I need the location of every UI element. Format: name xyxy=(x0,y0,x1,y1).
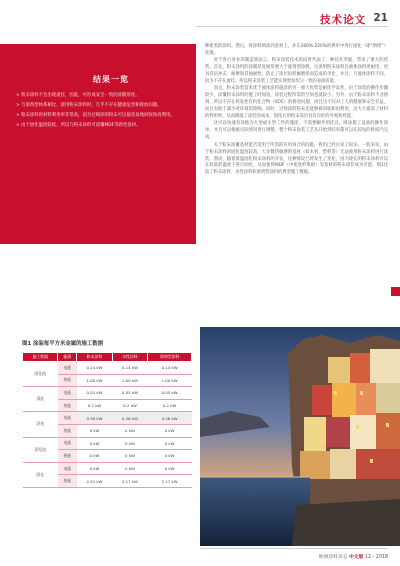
footer-magazine: 欧洲涂料杂志 xyxy=(318,555,348,560)
value-cell: 1.00 kW xyxy=(148,374,192,387)
value-cell: 0 kW xyxy=(112,462,147,475)
body-paragraph: 这可以快速有效地为大型或小型工件的施涂，不需要额外的挂具。喷涂施工设备的操作简单，并且可以根据实际情况进行调整，整个粉末涂装工艺从开始到结束都可以在较短的时间内完成。 xyxy=(205,121,388,141)
results-point: > 与溶剂型体系相比，使用粉末涂料时，几乎不存在健康危害和排放问题。 xyxy=(16,103,162,109)
table-header-cell: 水性涂料 xyxy=(112,353,147,362)
table-row xyxy=(23,387,192,400)
body-paragraph: 关于粉末涂覆基材能否适用于所需的应用场合的问题，我们已经讨论了很多。一般来说，由于粉末涂料的固化温度较高，大多数热敏感的基材（如木材、塑料等）无法使用粉末涂料进行涂装。然而，随着低温固化粉末涂料的开发，这种情况已经发生了变化，因为现在的粉末涂料可以在较低的温度下进行固化，从而使得MDF（中密度纤维板）等基材的粉末涂装成为可能。图1比较了粉末涂料、水性涂料和溶剂型涂料的典型施工数据。 xyxy=(205,142,388,176)
footer-divider xyxy=(200,548,388,549)
footer xyxy=(319,553,388,560)
results-summary-title: 结果一览 xyxy=(93,75,129,84)
value-cell: 0 kW xyxy=(148,424,192,437)
value-cell: 0.14 kW xyxy=(148,362,192,375)
value-cell: 2.17 kW xyxy=(148,475,192,488)
value-cell: 0 kW xyxy=(112,437,147,450)
application-data-table xyxy=(22,352,192,488)
value-cell: 0 kW xyxy=(77,437,112,450)
value-cell: 0.36 kW xyxy=(77,412,112,425)
value-cell: 1.00 kW xyxy=(112,374,147,387)
energy-cell: 热能 xyxy=(58,374,77,387)
value-cell: 2.32 kW xyxy=(77,475,112,488)
group-label-cell: 固化值 xyxy=(23,362,58,387)
energy-cell: 热能 xyxy=(58,399,77,412)
value-cell: 0.03 kW xyxy=(77,387,112,400)
energy-cell: 电能 xyxy=(58,412,77,425)
value-cell: 0 kW xyxy=(148,450,192,463)
energy-cell: 电能 xyxy=(58,362,77,375)
table-row xyxy=(23,412,192,425)
page-number: 21 xyxy=(373,12,388,24)
table-row xyxy=(23,362,192,375)
results-point: > 由于固化温度较低，所以与粉末涂料可涂覆MDF等新型基材。 xyxy=(16,123,141,129)
group-label-cell: 蒸发流 xyxy=(23,437,58,462)
page-edge-marker xyxy=(391,287,400,296)
body-paragraph: 对于各行各业的制造商而言，粉末涂装技术的问世代表了一种技术突破，带来了重大的优势。首先，粉末涂料的涂膜厚度通常要大于液剂型涂膜，这说明粉末涂料比液体涂料更耐用，更具有抗冲击、耐磨和其他耐性；防止了涂层因机械磨损而造成的劣化，并且，与液体涂料不同，因为不存在流挂，所以粉末涂装工艺能实现更加均匀一致的表面质量。 xyxy=(205,58,388,85)
value-cell: 0 kW xyxy=(77,424,112,437)
value-cell: 0 kW xyxy=(77,450,112,463)
group-label-cell: 涂装 xyxy=(23,412,58,437)
group-label-cell: 固化 xyxy=(23,462,58,487)
value-cell: 0 kW xyxy=(112,424,147,437)
table-row xyxy=(23,462,192,475)
coastal-village-photo xyxy=(200,327,400,546)
value-cell: 0.05 kW xyxy=(148,387,192,400)
energy-cell: 电能 xyxy=(58,462,77,475)
table-caption: 图1 涂装每平方米金属的施工数据 xyxy=(22,341,104,347)
header-divider xyxy=(196,26,388,27)
value-cell: 1.00 kW xyxy=(77,374,112,387)
table-header-cell: 能源 xyxy=(58,353,77,362)
body-paragraph: 种新类的涂料。然后，将涂料喷涂到基材上，并在200%-220%的烘炉中进行固化（即“烘烤”）处理。 xyxy=(205,44,388,56)
footer-edition: 中文版 xyxy=(348,555,364,560)
table-header-cell: 粉末涂料 xyxy=(77,353,112,362)
value-cell: 0 kW xyxy=(148,462,192,475)
table-header-row xyxy=(23,353,192,362)
table-row xyxy=(23,437,192,450)
results-point: > 粉末涂料的材料利用率非常高，因为过喷涂的粉末可以很容易地回收和再利用。 xyxy=(16,113,175,119)
article-body xyxy=(205,44,388,178)
results-summary-list xyxy=(16,93,182,130)
energy-cell: 热能 xyxy=(58,450,77,463)
energy-cell: 电能 xyxy=(58,387,77,400)
value-cell: 0.14 kW xyxy=(77,362,112,375)
results-summary-box xyxy=(0,44,196,244)
group-label-cell: 清洗 xyxy=(23,387,58,412)
value-cell: 0.14 kW xyxy=(112,362,147,375)
value-cell: 0.2 kW xyxy=(112,399,147,412)
results-point: > 粉末涂料不会出现流挂，因此，可形成安全一致的涂膜厚度。 xyxy=(16,93,140,98)
section-title: 技术论文 xyxy=(320,14,366,26)
value-cell: 0.36 kW xyxy=(148,412,192,425)
footer-issue: 12 - 2018 xyxy=(364,555,388,560)
energy-cell: 热能 xyxy=(58,475,77,488)
value-cell: 0.36 kW xyxy=(112,412,147,425)
value-cell: 0.05 kW xyxy=(112,387,147,400)
value-cell: 0 kW xyxy=(77,462,112,475)
body-paragraph: 而且，粉末涂装技术优于液体涂料施涂的另一重大优势是耐化学品性，由于涂装的操作步骤较少，涂覆粉末涂料的施工时间短，涂装过程所需的空间也就较小。另外，由于粉末涂料不含溶剂，所以不存在挥发性有机化合物（VOC）的排放问题，而且这不仅对工人的健康和安全有益，而且有助于减少对环境的影响。同时，过喷涂的粉末还能够被回收和再利用，这大大提高了材料的利用率，从而降低了涂装的成本。固化后的粉末涂层具有良好的外观和性能。 xyxy=(205,86,388,120)
value-cell: 0 kW xyxy=(112,450,147,463)
value-cell: 2.17 kW xyxy=(112,475,147,488)
energy-cell: 热能 xyxy=(58,424,77,437)
value-cell: 0 kW xyxy=(148,437,192,450)
table-header-cell: 溶剂型涂料 xyxy=(148,353,192,362)
value-cell: 0.2 kW xyxy=(148,399,192,412)
table-header-cell: 施工数据 xyxy=(23,353,58,362)
value-cell: 0.2 kW xyxy=(77,399,112,412)
energy-cell: 电能 xyxy=(58,437,77,450)
